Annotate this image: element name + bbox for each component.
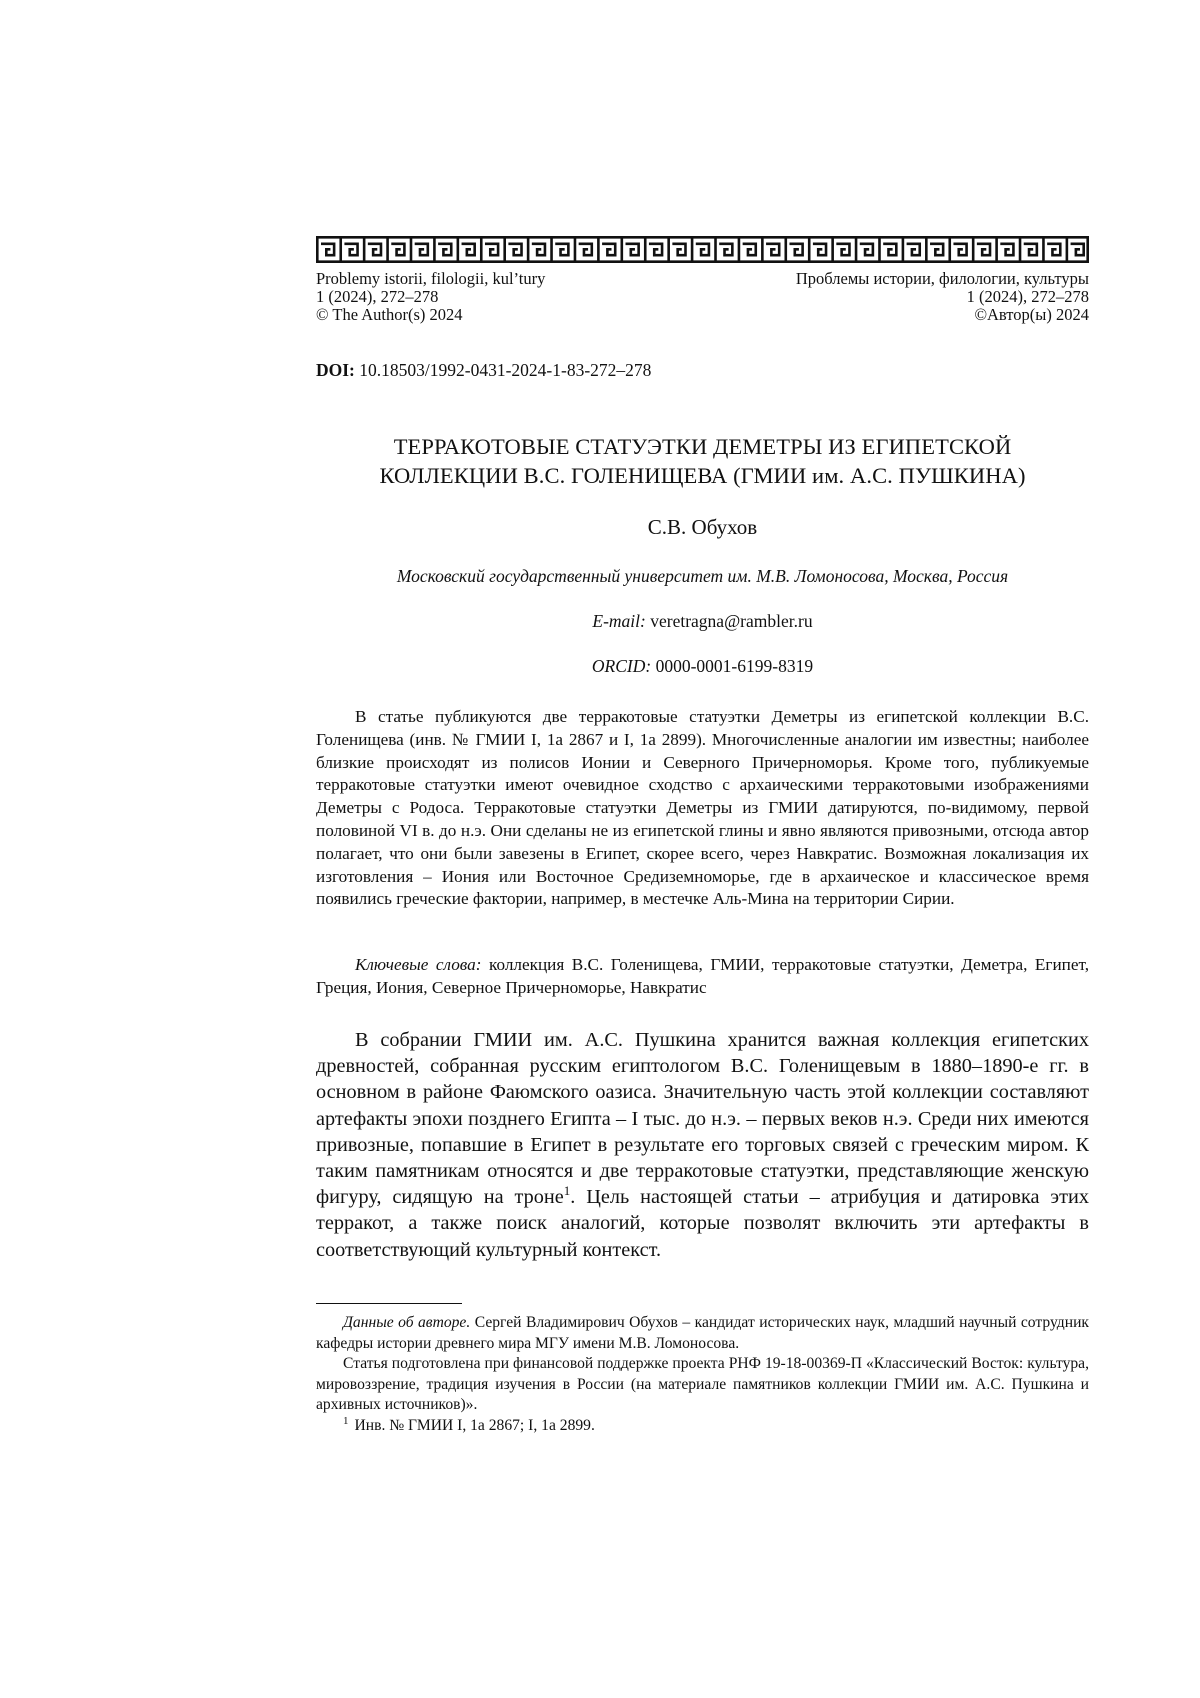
footnotes: [316, 1313, 1089, 1437]
orcid-id[interactable]: 0000-0001-6199-8319: [656, 656, 813, 676]
author-affiliation: Московский государственный университет им. М.В. Ломоносова, Москва, Россия: [316, 566, 1089, 587]
footnote-divider: [316, 1303, 462, 1304]
doi-label: DOI:: [316, 360, 355, 380]
journal-name-latin: Problemy istorii, filologii, kul’tury: [316, 270, 545, 288]
footnote-1: [316, 1416, 1089, 1437]
greek-key-pattern: [316, 236, 1089, 263]
keywords-text: коллекция В.С. Голенищева, ГМИИ, терракотовые статуэтки, Деметра, Египет, Греция, Иония, Северное Причерноморье, Навкратис: [316, 955, 1089, 997]
journal-name-cyrillic: Проблемы истории, филологии, культуры: [796, 270, 1089, 288]
author-name: С.В. Обухов: [316, 515, 1089, 540]
copyright-latin: © The Author(s) 2024: [316, 306, 545, 324]
main-text-part-1: В собрании ГМИИ им. А.С. Пушкина хранится важная коллекция египетских древностей, собранная русским египтологом В.С. Голенищевым в 1880–1890-е гг. в основном в районе Фаюмского оазиса. Значительную часть этой коллекции составляют артефакты эпохи позднего Египта – I тыс. до н.э. – первых веков н.э. Среди них имеются привозные, попавшие в Египет в результате его торговых связей с греческим миром. К таким памятникам относятся и две терракотовые статуэтки, представляющие женскую фигуру, сидящую на троне: [316, 1029, 1089, 1208]
issue-pages-cyrillic: 1 (2024), 272–278: [796, 288, 1089, 306]
abstract: [316, 706, 1089, 911]
doi-line: [316, 360, 651, 380]
email-address[interactable]: veretragna@rambler.ru: [650, 611, 812, 631]
article-title: [316, 432, 1089, 490]
copyright-cyrillic: ©Автор(ы) 2024: [796, 306, 1089, 324]
main-paragraph: [316, 1027, 1089, 1263]
keywords-label: Ключевые слова:: [355, 955, 481, 974]
title-line-1: ТЕРРАКОТОВЫЕ СТАТУЭТКИ ДЕМЕТРЫ ИЗ ЕГИПЕТСКОЙ: [316, 432, 1089, 461]
footnote-funding: Статья подготовлена при финансовой поддержке проекта РНФ 19-18-00369-П «Классический Восток: культура, мировоззрение, традиция изучения в России (на материале памятников коллекции ГМИИ им. А.С. Пушкина и архивных источников)».: [316, 1354, 1089, 1416]
abstract-text: В статье публикуются две терракотовые статуэтки Деметры из египетской коллекции В.С. Голенищева (инв. № ГМИИ I, 1а 2867 и I, 1а 2899). Многочисленные аналогии им известны; наиболее близкие происходят из полисов Ионии и Северного Причерноморья. Кроме того, публикуемые терракотовые статуэтки имеют очевидное сходство с архаическими терракотовыми изображениями Деметры с Родоса. Терракотовые статуэтки Деметры из ГМИИ датируются, по-видимому, первой половиной VI в. до н.э. Они сделаны не из египетской глины и явно являются привозными, отсюда автор полагает, что они были завезены в Египет, скорее всего, через Навкратис. Возможная локализация их изготовления – Иония или Восточное Средиземноморье, где в архаическое и классическое время появились греческие фактории, например, в местечке Аль-Мина на территории Сирии.: [316, 706, 1089, 911]
orcid-line: [316, 656, 1089, 677]
issue-pages-latin: 1 (2024), 272–278: [316, 288, 545, 306]
orcid-label: ORCID:: [592, 656, 651, 676]
footnote-reference[interactable]: 1: [564, 1183, 571, 1198]
footnote-author-label: Данные об авторе.: [343, 1314, 470, 1331]
footnote-1-number: 1: [343, 1415, 349, 1427]
greek-key-ornament: [316, 236, 1089, 263]
header-latin: [316, 270, 545, 324]
journal-page: [0, 0, 1200, 1698]
keywords-paragraph: [316, 954, 1089, 1000]
header-cyrillic: [796, 270, 1089, 324]
footnote-1-text: Инв. № ГМИИ I, 1а 2867; I, 1а 2899.: [355, 1417, 595, 1434]
main-text-part-2: . Цель настоящей статьи – атрибуция и датировка этих терракот, а также поиск аналогий, которые позволят включить эти артефакты в соответствующий культурный контекст.: [316, 1186, 1089, 1260]
email-label: E-mail:: [592, 611, 645, 631]
title-line-2: КОЛЛЕКЦИИ В.С. ГОЛЕНИЩЕВА (ГМИИ им. А.С. ПУШКИНА): [316, 461, 1089, 490]
footnote-author-text: Сергей Владимирович Обухов – кандидат исторических наук, младший научный сотрудник кафедры истории древнего мира МГУ имени М.В. Ломоносова.: [316, 1314, 1089, 1352]
footnote-author-info: [316, 1313, 1089, 1354]
doi-value[interactable]: 10.18503/1992-0431-2024-1-83-272–278: [359, 360, 651, 380]
main-text: [316, 1027, 1089, 1263]
email-line: [316, 611, 1089, 632]
keywords: [316, 954, 1089, 1000]
